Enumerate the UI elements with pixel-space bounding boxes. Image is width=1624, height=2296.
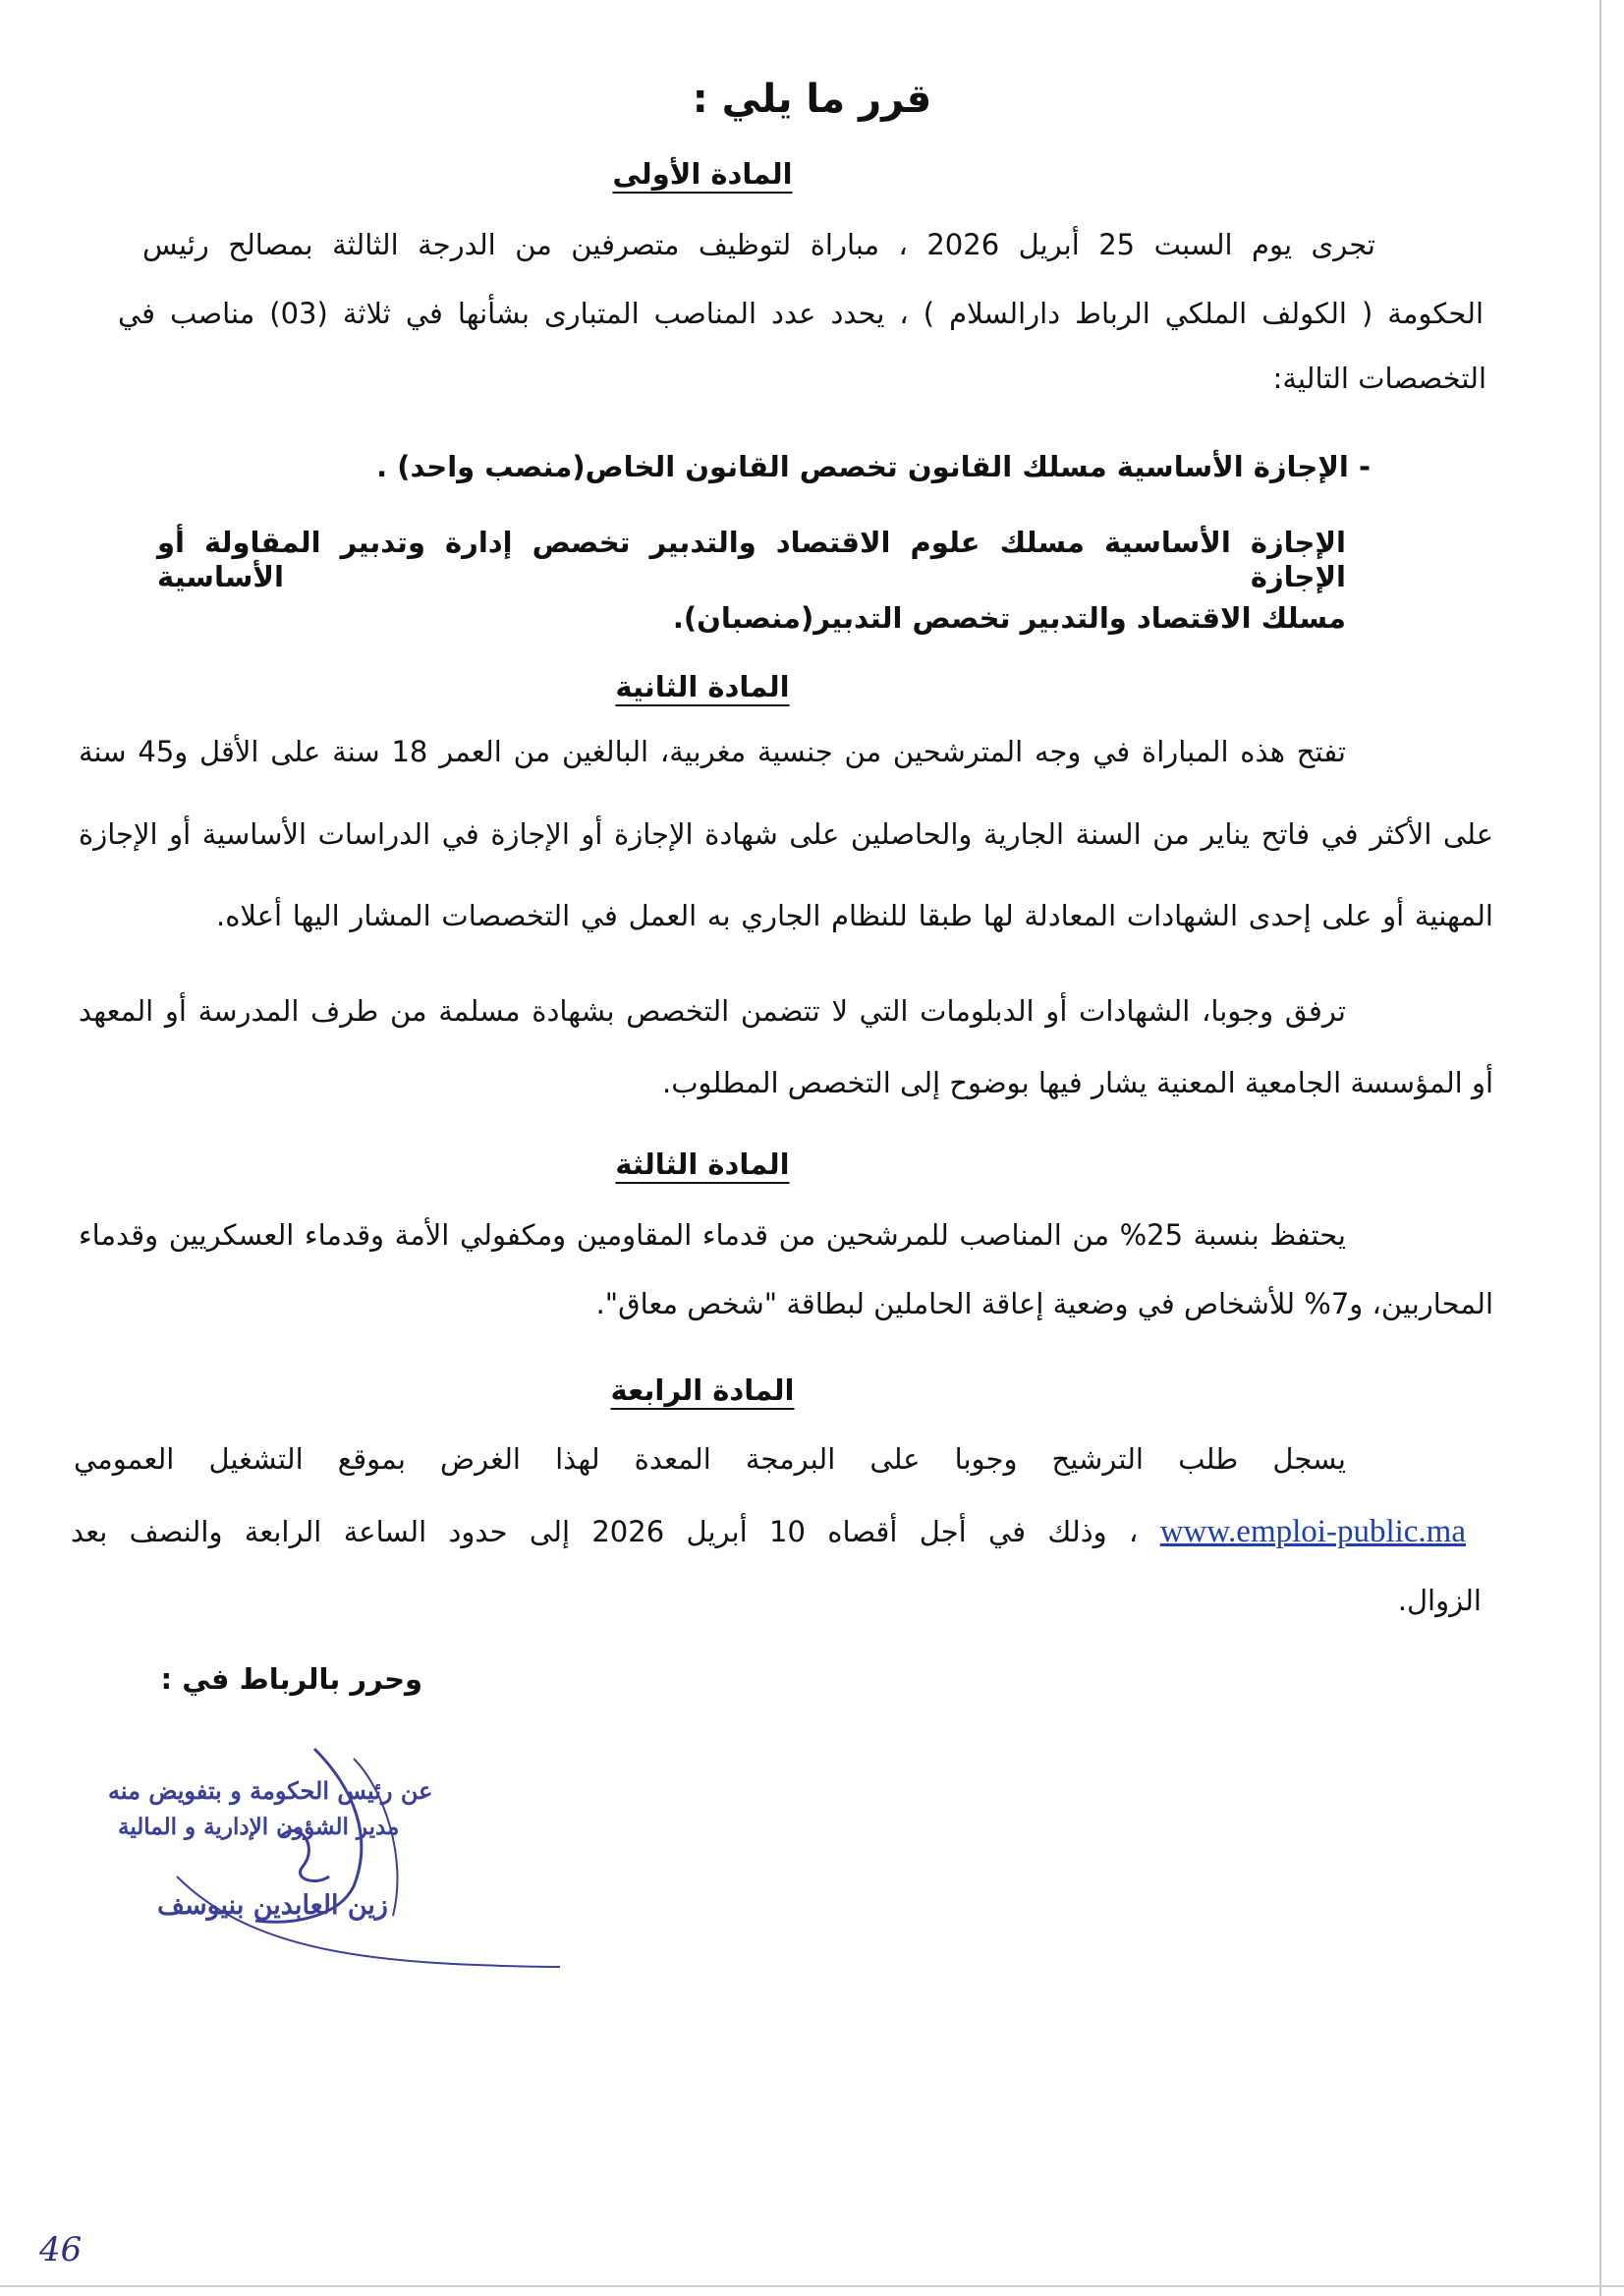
article2-line3: المهنية أو على إحدى الشهادات المعادلة لها طبقا للنظام الجاري به العمل في التخصصات المشار اليها أعلاه. bbox=[216, 899, 1493, 932]
done-at-line: وحرر بالرباط في : bbox=[160, 1662, 422, 1696]
decision-heading: قرر ما يلي : bbox=[692, 77, 932, 122]
article4-title: المادة الرابعة bbox=[610, 1373, 795, 1407]
article2-line4: ترفق وجوبا، الشهادات أو الدبلومات التي لا تتضمن التخصص بشهادة مسلمة من طرف المدرسة أو المعهد bbox=[79, 994, 1346, 1028]
signature-line2: مدير الشؤون الإدارية و المالية bbox=[118, 1814, 400, 1840]
article2-title: المادة الثانية bbox=[615, 670, 790, 703]
scan-edge-right bbox=[1599, 0, 1601, 2296]
article4-line2-text: ، وذلك في أجل أقصاه 10 أبريل 2026 إلى حدود الساعة الرابعة والنصف بعد bbox=[71, 1515, 1139, 1548]
signature-scribble-icon bbox=[59, 1719, 570, 1994]
emploi-public-link[interactable]: www.emploi-public.ma bbox=[1159, 1514, 1466, 1549]
signature-line3: زين العابدين بنيوسف bbox=[157, 1890, 388, 1921]
article3-line2: المحاربين، و7% للأشخاص في وضعية إعاقة الحاملين لبطاقة "شخص معاق". bbox=[595, 1287, 1493, 1320]
signature-line1: عن رئيس الحكومة و بتفويض منه bbox=[108, 1776, 433, 1805]
article2-line5: أو المؤسسة الجامعية المعنية يشار فيها بوضوح إلى التخصص المطلوب. bbox=[662, 1066, 1493, 1099]
page-mark: 46 bbox=[39, 2230, 83, 2269]
article4-line1: يسجل طلب الترشيح وجوبا على البرمجة المعدة لهذا الغرض بموقع التشغيل العمومي bbox=[74, 1442, 1346, 1476]
article1-title: المادة الأولى bbox=[612, 157, 793, 191]
article1-item2-line1: الإجازة الأساسية مسلك علوم الاقتصاد والتدبير تخصص إدارة وتدبير المقاولة أو الإجازة الأساسية bbox=[157, 526, 1346, 593]
scan-edge-bottom bbox=[0, 2285, 1624, 2287]
article1-item2-line2: مسلك الاقتصاد والتدبير تخصص التدبير(منصبان). bbox=[672, 601, 1346, 635]
article1-line1: تجرى يوم السبت 25 أبريل 2026 ، مباراة لتوظيف متصرفين من الدرجة الثالثة بمصالح رئيس bbox=[142, 228, 1375, 261]
article4-line3: الزوال. bbox=[1397, 1584, 1482, 1617]
article2-line1: تفتح هذه المباراة في وجه المترشحين من جنسية مغربية، البالغين من العمر 18 سنة على الأقل و45 سنة bbox=[79, 735, 1346, 768]
article2-line2: على الأكثر في فاتح يناير من السنة الجارية والحاصلين على شهادة الإجازة أو الإجازة في الدراسات الأساسية أو الإجازة bbox=[79, 817, 1493, 851]
article3-title: المادة الثالثة bbox=[615, 1148, 790, 1181]
article1-line3: التخصصات التالية: bbox=[1272, 362, 1486, 395]
article1-line2: الحكومة ( الكولف الملكي الرباط دارالسلام ) ، يحدد عدد المناصب المتبارى بشأنها في ثلاثة (03) مناصب في bbox=[118, 297, 1484, 330]
article1-item1: - الإجازة الأساسية مسلك القانون تخصص القانون الخاص(منصب واحد) . bbox=[376, 450, 1371, 483]
article3-line1: يحتفظ بنسبة 25% من المناصب للمرشحين من قدماء المقاومين ومكفولي الأمة وقدماء العسكريين وقدماء bbox=[79, 1218, 1346, 1252]
article4-line2 bbox=[71, 1513, 1466, 1552]
